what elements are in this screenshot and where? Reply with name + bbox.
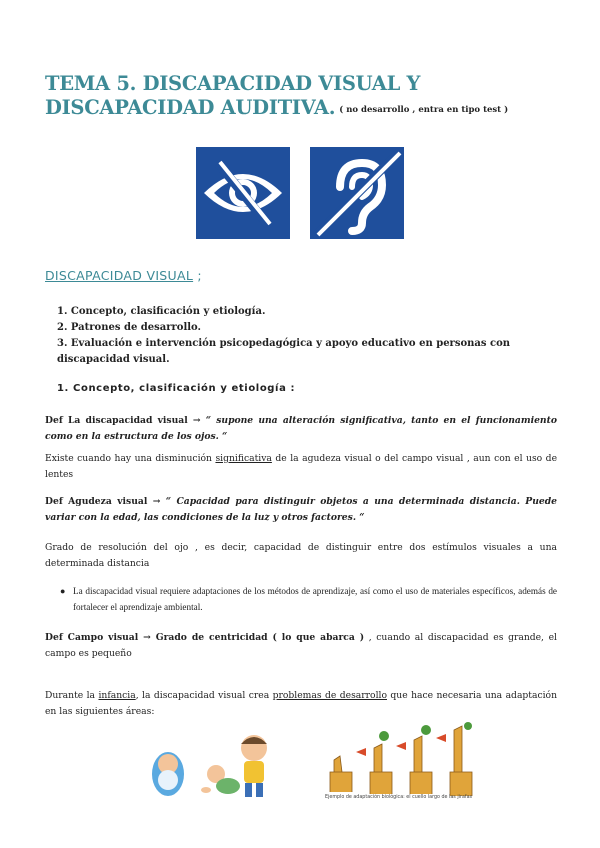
subheading-text: 1. Concepto, clasificación y etiología: [57, 383, 287, 394]
subheading: [57, 383, 295, 394]
definition-quote: “ Capacidad para distinguir objetos a una determinada distancia. Puede variar con la edad, las condiciones de la luz y otros factores. “: [45, 496, 557, 523]
title-note: ( no desarrollo , entra en tipo test ): [339, 105, 509, 115]
bullet-text: La discapacidad visual requiere adaptaciones de los métodos de aprendizaje, así como el uso de materiales específicos, además de fortalecer el aprendizaje ambiental.: [73, 586, 557, 612]
contents-list: [57, 304, 562, 368]
bullet-item: [60, 583, 557, 615]
ear-crossed-icon: [310, 147, 404, 239]
section-heading-suffix: ;: [193, 268, 202, 283]
title-main: TEMA 5. DISCAPACIDAD VISUAL Y DISCAPACIDAD AUDITIVA.: [45, 72, 421, 119]
list-item: 3. Evaluación e intervención psicopedagógica y apoyo educativo en personas con discapacidad visual.: [57, 338, 511, 365]
paragraph-existe: [45, 451, 557, 483]
text-segment: de la agudeza visual o del campo visual , aun con el uso de lentes: [45, 453, 558, 480]
definition-discapacidad-visual: [45, 413, 557, 445]
definition-campo-visual: [45, 630, 557, 662]
children-development-illustration: [148, 728, 276, 800]
definition-label: Def La discapacidad visual →: [45, 415, 201, 426]
page-title: [45, 72, 565, 122]
text-segment: , la discapacidad visual crea: [135, 690, 273, 701]
definition-quote: “ supone una alteración significativa, tanto en el funcionamiento como en la estructura de los ojos. “: [45, 415, 557, 442]
section-heading-text: DISCAPACIDAD VISUAL: [45, 268, 194, 283]
image-caption: Ejemplo de adaptación biológica: el cuello largo de las jirafas: [325, 795, 473, 800]
definition-label: Def Campo visual → Grado de centricidad ( lo que abarca ): [45, 632, 365, 643]
definition-agudeza-visual: [45, 494, 557, 526]
list-item: 1. Concepto, clasificación y etiología.: [57, 306, 266, 317]
paragraph-text: Grado de resolución del ojo , es decir, capacidad de distinguir entre dos estímulos visuales a una determinada distancia: [45, 542, 557, 569]
bullet-dot-icon: ●: [60, 586, 66, 596]
underlined-word: problemas de desarrollo: [272, 690, 387, 701]
underlined-word: infancia: [98, 690, 136, 701]
subheading-suffix: :: [286, 383, 296, 394]
text-segment: Existe cuando hay una disminución: [45, 453, 216, 464]
eye-crossed-icon: [196, 147, 290, 239]
definition-rest: , cuando al discapacidad es grande, el campo es pequeño: [45, 632, 557, 659]
underlined-word: significativa: [215, 453, 272, 464]
paragraph-infancia: [45, 688, 557, 720]
section-heading: [45, 268, 202, 283]
definition-label: Def Agudeza visual →: [45, 496, 161, 507]
text-segment: que hace necesaria una adaptación en las siguientes áreas:: [45, 690, 558, 717]
text-segment: Durante la: [45, 690, 99, 701]
paragraph-grado: [45, 540, 557, 572]
list-item: 2. Patrones de desarrollo.: [57, 322, 202, 333]
